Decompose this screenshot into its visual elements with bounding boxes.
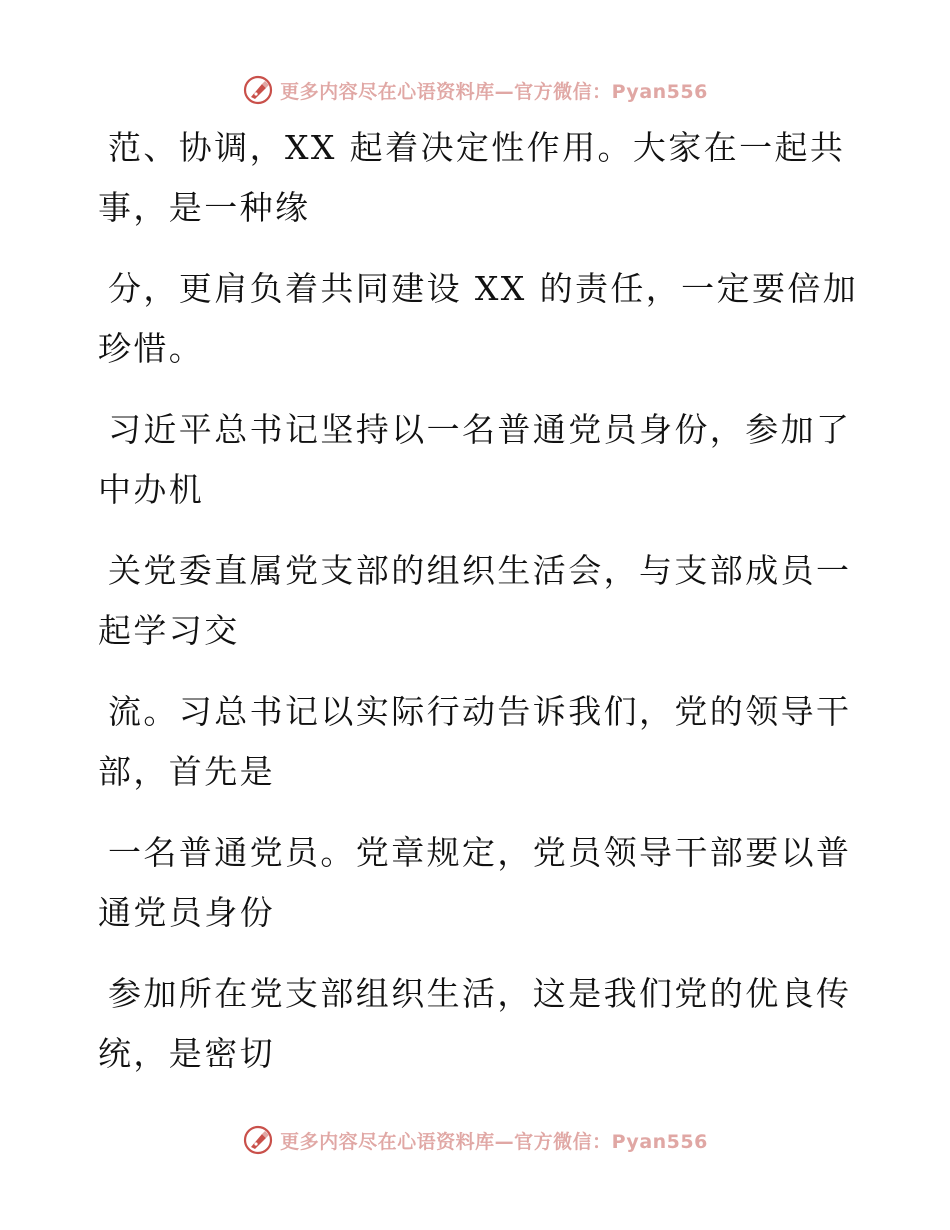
text-line: 部，首先是 [98,752,275,791]
text-line: 关党委直属党支部的组织生活会，与支部成员一 [108,551,852,590]
paragraph [98,964,852,1084]
header-watermark [0,70,950,110]
document-body [98,118,859,1105]
text-line: 参加所在党支部组织生活，这是我们党的优良传 [108,974,852,1013]
paragraph [98,400,852,520]
pen-nib-seal-icon [242,74,274,106]
watermark-text: 更多内容尽在心语资料库—官方微信：Pyan556 [280,1130,708,1153]
text-line: 统，是密切 [98,1034,275,1073]
text-line: 珍惜。 [98,329,205,368]
paragraph [98,541,852,661]
text-line: 流。习总书记以实际行动告诉我们，党的领导干 [108,692,852,731]
paragraph [98,118,846,238]
pen-nib-seal-icon [242,1124,274,1156]
footer-watermark [0,1120,950,1160]
text-line: 分，更肩负着共同建设 XX 的责任，一定要倍加 [108,269,859,308]
paragraph [98,823,852,943]
watermark-text: 更多内容尽在心语资料库—官方微信：Pyan556 [280,80,708,103]
text-line: 事，是一种缘 [98,188,311,227]
paragraph [98,259,859,379]
paragraph [98,682,852,802]
text-line: 通党员身份 [98,893,275,932]
text-line: 一名普通党员。党章规定，党员领导干部要以普 [108,833,852,872]
text-line: 中办机 [98,470,205,509]
text-line: 习近平总书记坚持以一名普通党员身份，参加了 [108,410,852,449]
text-line: 起学习交 [98,611,240,650]
text-line: 范、协调，XX 起着决定性作用。大家在一起共 [108,128,846,167]
